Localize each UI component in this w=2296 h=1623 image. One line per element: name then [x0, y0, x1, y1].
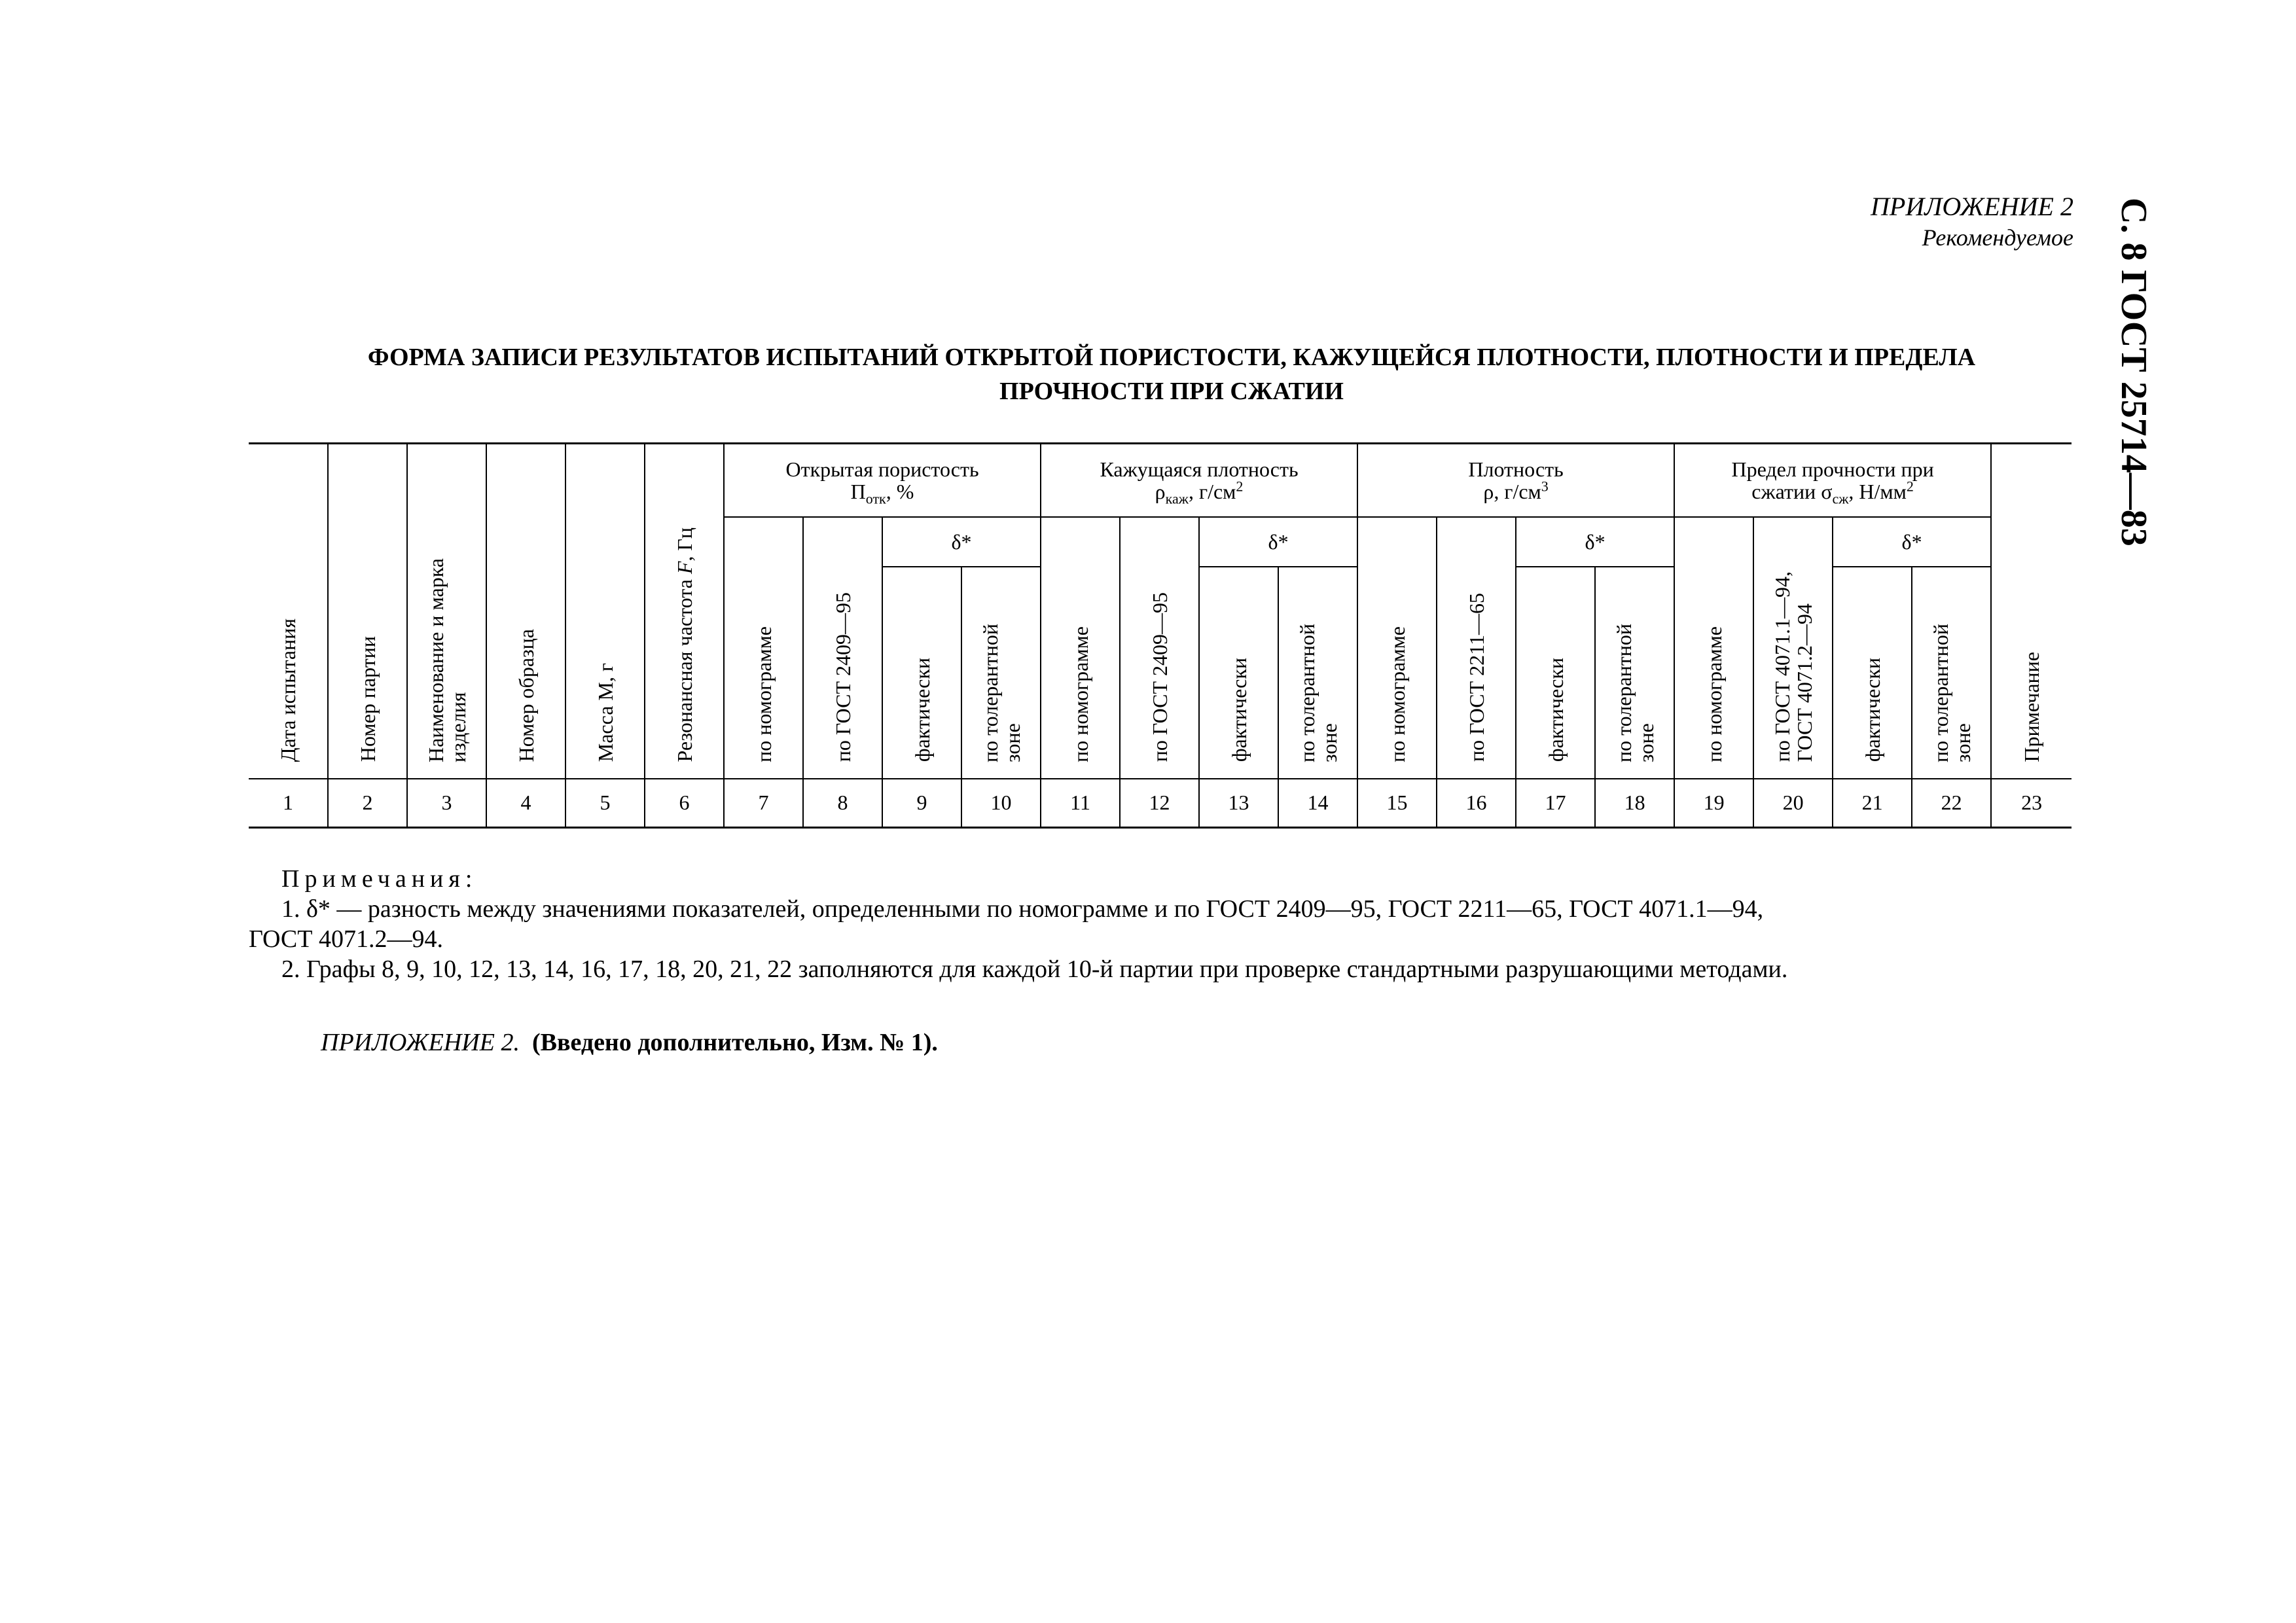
column-number: 10: [961, 779, 1041, 828]
column-number: 14: [1278, 779, 1357, 828]
column-number: 12: [1120, 779, 1199, 828]
header-g2-nomogram: по номограмме: [1041, 517, 1120, 779]
column-number: 6: [645, 779, 724, 828]
appendix-amendment-note: [321, 1027, 938, 1058]
header-date: Дата испытания: [249, 444, 328, 779]
note-1-line-1: 1. δ* — разность между значениями показателей, определенными по номограмме и по ГОСТ 2409—95, ГОСТ 2211—65, ГОСТ 4071.1—94,: [281, 895, 1764, 923]
column-number: 16: [1437, 779, 1516, 828]
group-open-porosity: Открытая пористость $П_{отк}$, %: [724, 444, 1041, 517]
header-g3-tolerance: по толерантной зоне: [1595, 567, 1674, 779]
appendix-note-amendment: (Введено дополнительно, Изм. № 1).: [531, 1029, 938, 1056]
column-number: 4: [486, 779, 565, 828]
header-g4-actual: фактически: [1833, 567, 1912, 779]
header-g2-gost: по ГОСТ 2409—95: [1120, 517, 1199, 779]
page-code: С. 8 ГОСТ 25714—83: [2113, 198, 2154, 546]
appendix-header: [1871, 191, 2073, 253]
header-g3-gost: по ГОСТ 2211—65: [1437, 517, 1516, 779]
header-g4-delta: δ*: [1833, 517, 1991, 567]
note-2: 2. Графы 8, 9, 10, 12, 13, 14, 16, 17, 18, 20, 21, 22 заполняются для каждой 10-й партии при проверке стандартными разрушающими методами.: [281, 955, 1788, 983]
header-g4-gost: по ГОСТ 4071.1—94, ГОСТ 4071.2—94: [1753, 517, 1833, 779]
column-number: 3: [407, 779, 486, 828]
header-g4-tolerance: по толерантной зоне: [1912, 567, 1991, 779]
column-number: 7: [724, 779, 803, 828]
header-g1-delta: δ*: [882, 517, 1041, 567]
header-g2-tolerance: по толерантной зоне: [1278, 567, 1357, 779]
header-g3-delta: δ*: [1516, 517, 1674, 567]
group-compressive-strength: Предел прочности при сжатии $\sigma_{сж}$, $Н/мм^2$: [1674, 444, 1991, 517]
header-g1-tolerance: по толерантной зоне: [961, 567, 1041, 779]
header-frequency: Резонансная частота F, Гц: [645, 444, 724, 779]
header-batch: Номер партии: [328, 444, 407, 779]
column-number-row: [249, 779, 2072, 828]
header-g4-nomogram: по номограмме: [1674, 517, 1753, 779]
column-number: 22: [1912, 779, 1991, 828]
appendix-subtitle: Рекомендуемое: [1922, 224, 2073, 251]
column-number: 8: [803, 779, 882, 828]
appendix-note-label: ПРИЛОЖЕНИЕ 2.: [321, 1029, 520, 1056]
column-number: 23: [1991, 779, 2072, 828]
notes: [249, 864, 2072, 984]
group-apparent-density: Кажущаяся плотность $\rho_{каж}$, $г/см^2$: [1041, 444, 1357, 517]
column-number: 9: [882, 779, 961, 828]
title-line-2: ПРОЧНОСТИ ПРИ СЖАТИИ: [999, 378, 1344, 405]
column-number: 15: [1357, 779, 1437, 828]
column-number: 21: [1833, 779, 1912, 828]
column-number: 13: [1199, 779, 1278, 828]
column-number: 18: [1595, 779, 1674, 828]
column-number: 1: [249, 779, 328, 828]
header-g2-actual: фактически: [1199, 567, 1278, 779]
title-line-1: ФОРМА ЗАПИСИ РЕЗУЛЬТАТОВ ИСПЫТАНИЙ ОТКРЫТОЙ ПОРИСТОСТИ, КАЖУЩЕЙСЯ ПЛОТНОСТИ, ПЛОТНОСТИ И ПРЕДЕЛА: [367, 344, 1976, 371]
note-1-line-2: ГОСТ 4071.2—94.: [249, 925, 443, 953]
header-g2-delta: δ*: [1199, 517, 1357, 567]
header-g3-nomogram: по номограмме: [1357, 517, 1437, 779]
header-g3-actual: фактически: [1516, 567, 1595, 779]
notes-title: Примечания:: [281, 865, 478, 893]
column-number: 20: [1753, 779, 1833, 828]
header-g1-gost: по ГОСТ 2409—95: [803, 517, 882, 779]
appendix-title: ПРИЛОЖЕНИЕ 2: [1871, 192, 2073, 221]
header-note: Примечание: [1991, 444, 2072, 779]
header-product: Наименование и марка изделия: [407, 444, 486, 779]
column-number: 5: [565, 779, 645, 828]
column-number: 19: [1674, 779, 1753, 828]
header-sample: Номер образца: [486, 444, 565, 779]
group-density: Плотность ρ, $г/см^3$: [1357, 444, 1674, 517]
header-mass: Масса М, г: [565, 444, 645, 779]
header-g1-nomogram: по номограмме: [724, 517, 803, 779]
column-number: 17: [1516, 779, 1595, 828]
document-title: [249, 340, 2094, 408]
column-number: 11: [1041, 779, 1120, 828]
column-number: 2: [328, 779, 407, 828]
results-form-table: [249, 442, 2072, 829]
header-g1-actual: фактически: [882, 567, 961, 779]
